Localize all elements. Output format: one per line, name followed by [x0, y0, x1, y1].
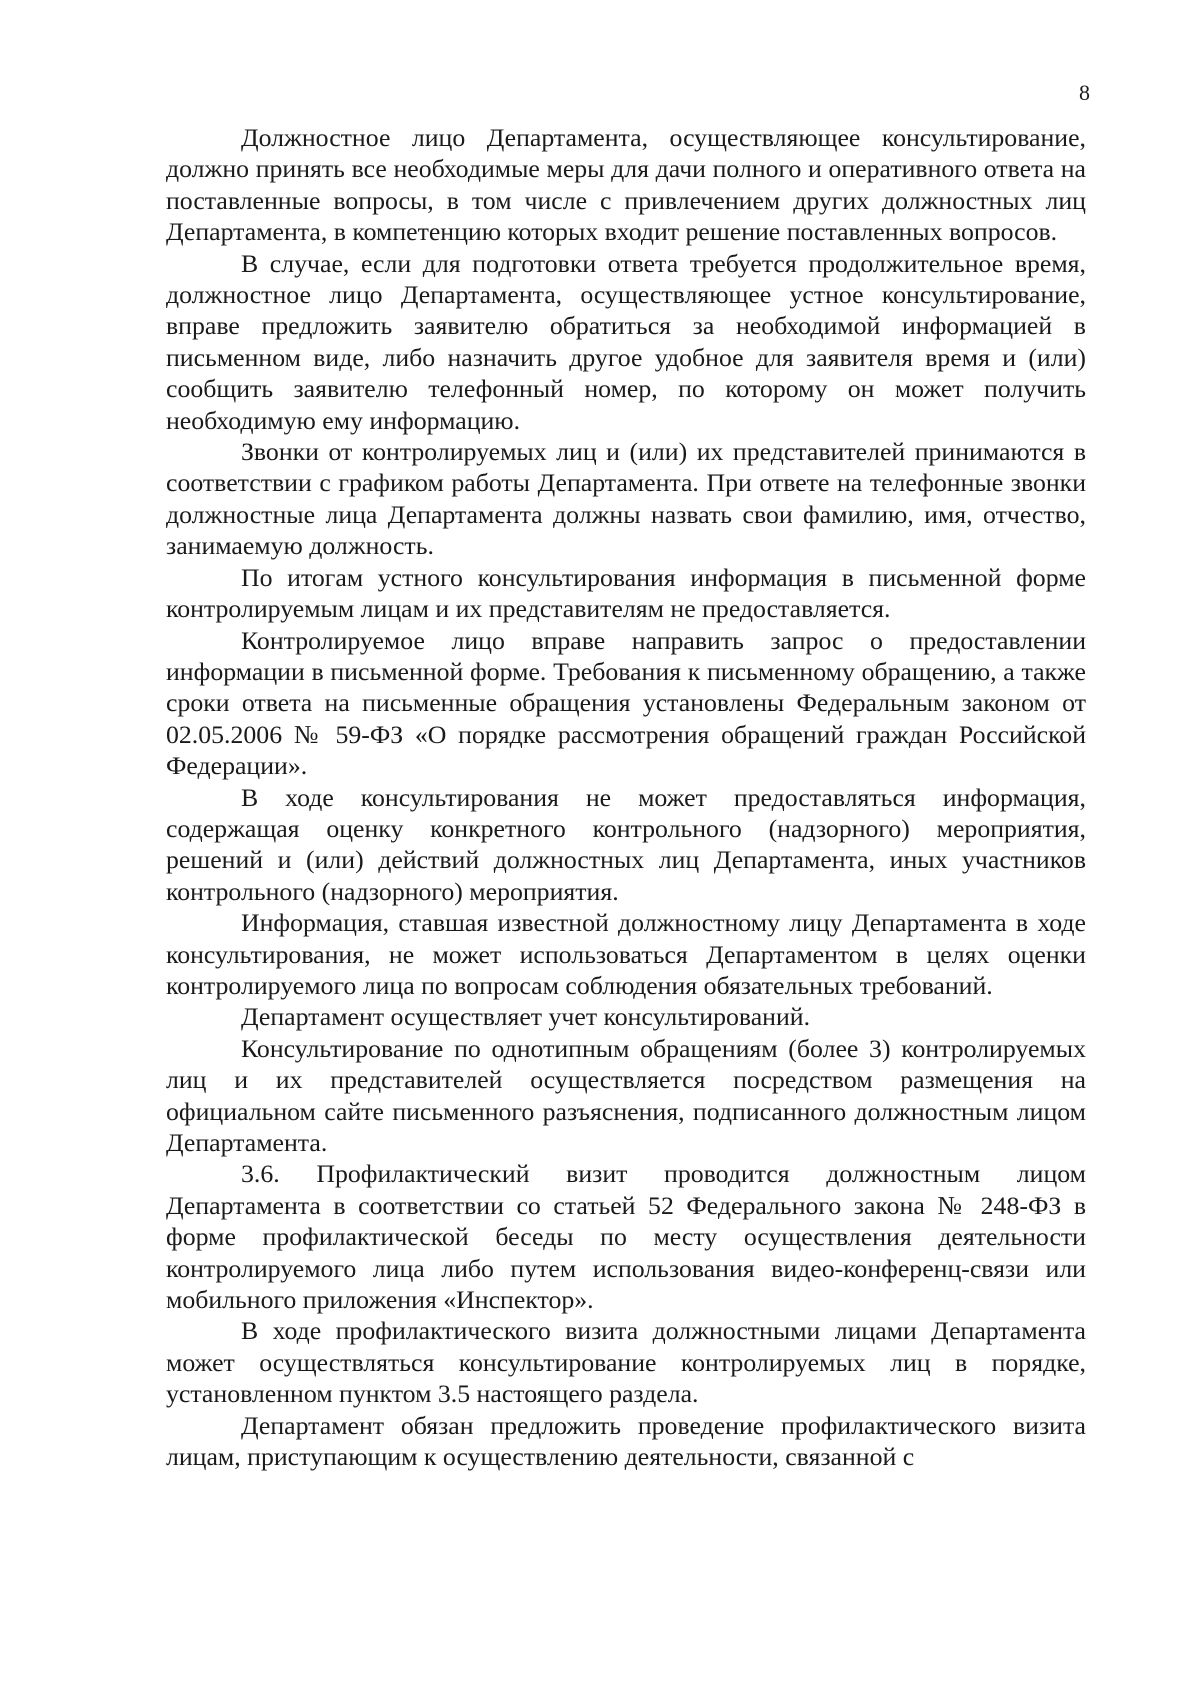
paragraph-long-answer: В случае, если для подготовки ответа требуется продолжительное время, должностное лицо Департамента, осуществляющее устное консультирование, вправе предложить заявителю обратиться за необходимой информацией в письменном виде, либо назначить другое удобное для заявителя время и (или) сообщить заявителю телефонный номер, по которому он может получить необходимую ему информацию. [166, 248, 1086, 435]
paragraph-phone-calls: Звонки от контролируемых лиц и (или) их представителей принимаются в соответствии с графиком работы Департамента. При ответе на телефонные звонки должностные лица Департамента должны назвать свои фамилию, имя, отчество, занимаемую должность. [166, 437, 1086, 561]
paragraph-visit-obligation: Департамент обязан предложить проведение профилактического визита лицам, приступающим к осуществлению деятельности, связанной с [166, 1410, 1086, 1472]
paragraph-oral-results: По итогам устного консультирования информация в письменной форме контролируемым лицам и их представителям не предоставляется. [166, 562, 1086, 624]
paragraph-restricted-info: В ходе консультирования не может предоставляться информация, содержащая оценку конкретного контрольного (надзорного) мероприятия, решений и (или) действий должностных лиц Департамента, иных участников контрольного (надзорного) мероприятия. [166, 782, 1086, 906]
page-number: 8 [1079, 80, 1090, 105]
paragraph-consultation-official: Должностное лицо Департамента, осуществляющее консультирование, должно принять все необходимые меры для дачи полного и оперативного ответа на поставленные вопросы, в том числе с привлечением других должностных лиц Департамента, в компетенцию которых входит решение поставленных вопросов. [166, 123, 1086, 247]
paragraph-section-3-6: 3.6. Профилактический визит проводится должностным лицом Департамента в соответствии со статьей 52 Федерального закона № 248-ФЗ в форме профилактической беседы по месту осуществления деятельности контролируемого лица либо путем использования видео-конференц-связи или мобильного приложения «Инспектор». [166, 1159, 1086, 1315]
paragraph-same-type-requests: Консультирование по однотипным обращениям (более 3) контролируемых лиц и их представителей осуществляется посредством размещения на официальном сайте письменного разъяснения, подписанного должностным лицом Департамента. [166, 1033, 1086, 1157]
paragraph-written-request: Контролируемое лицо вправе направить запрос о предоставлении информации в письменной форме. Требования к письменному обращению, а также сроки ответа на письменные обращения установлены Федеральным законом от 02.05.2006 № 59-ФЗ «О порядке рассмотрения обращений граждан Российской Федерации». [166, 625, 1086, 781]
paragraph-info-usage: Информация, ставшая известной должностному лицу Департамента в ходе консультирования, не может использоваться Департаментом в целях оценки контролируемого лица по вопросам соблюдения обязательных требований. [166, 908, 1086, 1000]
paragraph-visit-consultation: В ходе профилактического визита должностными лицами Департамента может осуществляться консультирование контролируемых лиц в порядке, установленном пунктом 3.5 настоящего раздела. [166, 1316, 1086, 1409]
paragraph-accounting: Департамент осуществляет учет консультирований. [241, 1002, 811, 1032]
document-body [166, 122, 1086, 1472]
